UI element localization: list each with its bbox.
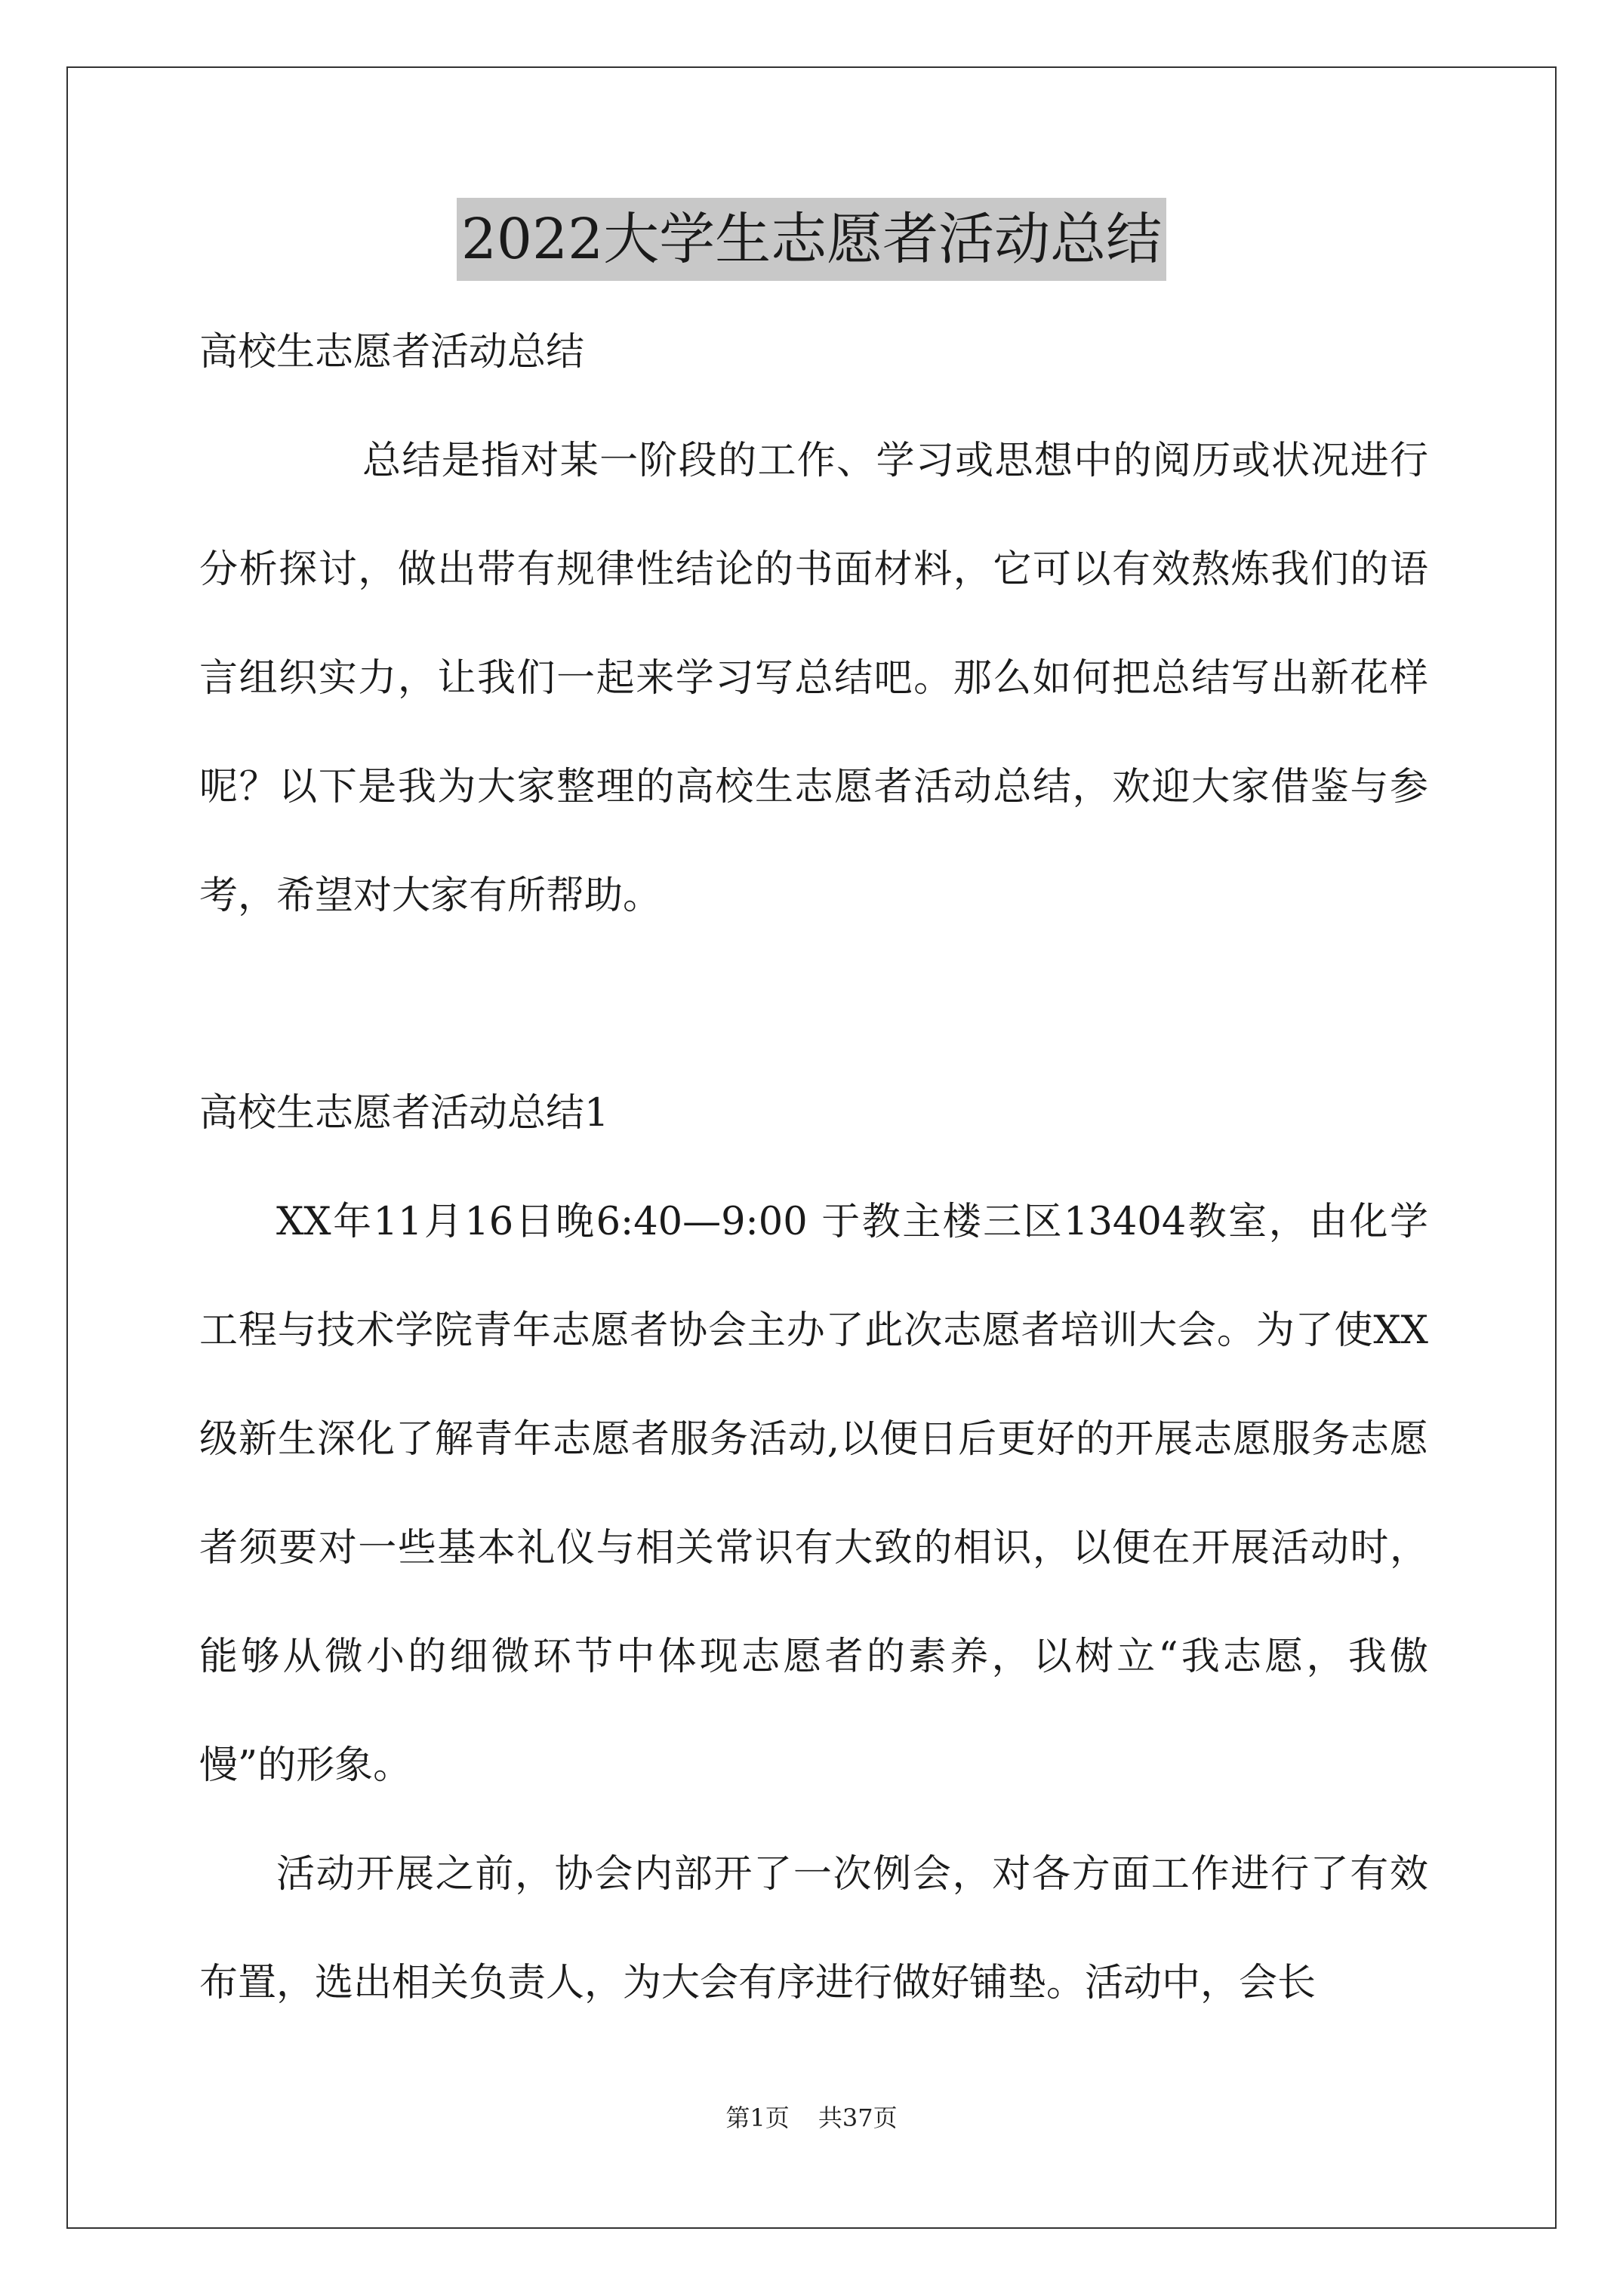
section1-heading: 高校生志愿者活动总结1 <box>199 1091 609 1136</box>
intro-paragraph: 总结是指对某一阶段的工作、学习或思想中的阅历或状况进行分析探讨，做出带有规律性结论的书面材料，它可以有效熬炼我们的语言组织实力，让我们一起来学习写总结吧。那么如何把总结写出新花样呢？以下是我为大家整理的高校生志愿者活动总结，欢迎大家借鉴与参考，希望对大家有所帮助。 <box>199 439 1428 918</box>
page-total: 共37页 <box>818 2103 898 2132</box>
document-body <box>199 298 1428 2038</box>
page-footer <box>0 2099 1623 2134</box>
intro-heading: 高校生志愿者活动总结 <box>199 330 585 374</box>
section1-paragraph-2: 活动开展之前，协会内部开了一次例会，对各方面工作进行了有效布置，选出相关负责人，为大会有序进行做好铺垫。活动中，会长 <box>199 1852 1428 2005</box>
blank-line <box>199 951 1428 1059</box>
document-title: 2022大学生志愿者活动总结 <box>457 198 1166 281</box>
page-number: 第1页 <box>725 2103 790 2132</box>
title-container <box>0 198 1623 281</box>
section1-paragraph-1: XX年11月16日晚6:40—9:00 于教主楼三区13404教室，由化学工程与技术学院青年志愿者协会主办了此次志愿者培训大会。为了使XX级新生深化了解青年志愿者服务活动,以便日后更好的开展志愿服务志愿者须要对一些基本礼仪与相关常识有大致的相识，以便在开展活动时，能够从微小的细微环节中体现志愿者的素养，以树立“我志愿，我傲慢”的形象。 <box>199 1200 1428 1788</box>
